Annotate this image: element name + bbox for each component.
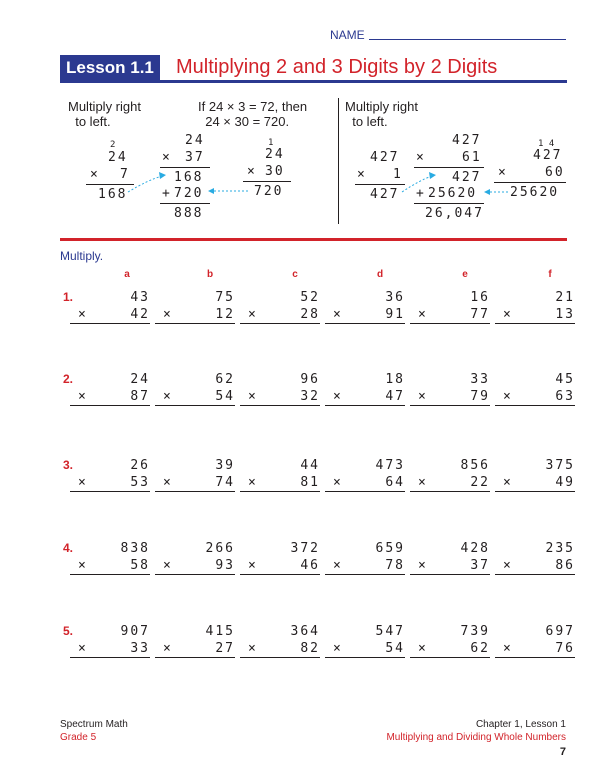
multiplicand: 547 bbox=[375, 624, 405, 639]
multiplication-problem bbox=[410, 457, 490, 522]
answer-space[interactable] bbox=[240, 406, 320, 436]
multiplicand: 96 bbox=[300, 372, 320, 387]
example-result: 25620 bbox=[510, 185, 560, 200]
times-sign: × bbox=[78, 641, 88, 656]
multiplicand: 33 bbox=[470, 372, 490, 387]
times-sign: × bbox=[162, 150, 172, 165]
multiplicand: 838 bbox=[120, 541, 150, 556]
multiplier: 77 bbox=[470, 307, 490, 322]
multiplication-problem bbox=[410, 371, 490, 436]
answer-space[interactable] bbox=[155, 658, 235, 688]
multiplication-problem bbox=[410, 623, 490, 688]
answer-space[interactable] bbox=[325, 658, 405, 688]
times-sign: × bbox=[333, 307, 343, 322]
answer-space[interactable] bbox=[155, 575, 235, 605]
multiplicand: 45 bbox=[555, 372, 575, 387]
multiplicand: 473 bbox=[375, 458, 405, 473]
row-number: 2. bbox=[63, 372, 74, 386]
times-sign: × bbox=[503, 307, 513, 322]
multiplication-problem bbox=[325, 623, 405, 688]
times-sign: × bbox=[418, 475, 428, 490]
multiplication-problem bbox=[495, 289, 575, 354]
answer-space[interactable] bbox=[70, 324, 150, 354]
multiplier: 76 bbox=[555, 641, 575, 656]
multiplier: 62 bbox=[470, 641, 490, 656]
multiplication-problem bbox=[155, 623, 235, 688]
multiplier: 74 bbox=[215, 475, 235, 490]
multiplicand: 697 bbox=[545, 624, 575, 639]
multiplication-problem bbox=[495, 540, 575, 605]
times-sign: × bbox=[78, 307, 88, 322]
multiplier: 86 bbox=[555, 558, 575, 573]
multiplier-row bbox=[495, 306, 575, 324]
multiplier: 49 bbox=[555, 475, 575, 490]
full-bottom: 37 bbox=[185, 150, 205, 165]
answer-space[interactable] bbox=[495, 492, 575, 522]
multiplier-row bbox=[410, 557, 490, 575]
times-sign: × bbox=[78, 558, 88, 573]
multiplicand: 415 bbox=[205, 624, 235, 639]
answer-space[interactable] bbox=[495, 324, 575, 354]
row-number: 1. bbox=[63, 290, 74, 304]
column-label-c: c bbox=[292, 269, 298, 280]
multiplication-problem bbox=[495, 623, 575, 688]
multiplier: 46 bbox=[300, 558, 320, 573]
multiplier: 58 bbox=[130, 558, 150, 573]
times-sign: × bbox=[78, 475, 88, 490]
multiplicand: 26 bbox=[130, 458, 150, 473]
example-result: 168 bbox=[98, 187, 128, 202]
times-sign: × bbox=[248, 475, 258, 490]
column-label-d: d bbox=[376, 269, 384, 280]
multiplier: 93 bbox=[215, 558, 235, 573]
multiplier-row bbox=[495, 557, 575, 575]
times-sign: × bbox=[163, 641, 173, 656]
example-top: 427 bbox=[533, 148, 563, 163]
times-sign: × bbox=[418, 641, 428, 656]
example-top: 24 bbox=[265, 147, 285, 162]
multiplication-problem bbox=[325, 371, 405, 436]
times-sign: × bbox=[163, 475, 173, 490]
multiplier-row bbox=[325, 388, 405, 406]
name-label: NAME bbox=[330, 28, 365, 42]
multiplier: 64 bbox=[385, 475, 405, 490]
multiplier: 63 bbox=[555, 389, 575, 404]
multiplication-problem bbox=[240, 371, 320, 436]
multiplicand: 375 bbox=[545, 458, 575, 473]
multiplier: 87 bbox=[130, 389, 150, 404]
multiplier: 82 bbox=[300, 641, 320, 656]
multiplier: 37 bbox=[470, 558, 490, 573]
answer-space[interactable] bbox=[240, 658, 320, 688]
answer-space[interactable] bbox=[495, 658, 575, 688]
multiplier-row bbox=[325, 640, 405, 658]
multiplicand: 428 bbox=[460, 541, 490, 556]
multiplier-row bbox=[240, 557, 320, 575]
plus-sign: + bbox=[162, 186, 172, 201]
multiplier: 47 bbox=[385, 389, 405, 404]
carry-digit: 2 bbox=[110, 140, 116, 150]
multiplication-problem bbox=[155, 540, 235, 605]
times-sign: × bbox=[248, 389, 258, 404]
example-top: 24 bbox=[108, 150, 128, 165]
answer-space[interactable] bbox=[155, 492, 235, 522]
multiplier-row bbox=[70, 557, 150, 575]
multiplication-problem bbox=[495, 371, 575, 436]
times-sign: × bbox=[333, 475, 343, 490]
multiplier-row bbox=[240, 474, 320, 492]
plus-sign: + bbox=[416, 186, 426, 201]
multiplicand: 266 bbox=[205, 541, 235, 556]
answer-space[interactable] bbox=[410, 658, 490, 688]
answer-space[interactable] bbox=[325, 324, 405, 354]
multiplicand: 16 bbox=[470, 290, 490, 305]
answer-space[interactable] bbox=[70, 492, 150, 522]
full-top: 24 bbox=[185, 133, 205, 148]
multiplicand: 21 bbox=[555, 290, 575, 305]
multiplication-problem bbox=[325, 289, 405, 354]
multiplication-problem bbox=[70, 540, 150, 605]
carry-digit: 1 4 bbox=[538, 139, 555, 149]
multiplier-row bbox=[325, 306, 405, 324]
multiplicand: 36 bbox=[385, 290, 405, 305]
example-result: 720 bbox=[254, 184, 284, 199]
times-sign: × bbox=[248, 307, 258, 322]
answer-space[interactable] bbox=[410, 575, 490, 605]
answer-space[interactable] bbox=[495, 406, 575, 436]
row-number: 4. bbox=[63, 541, 74, 555]
example-bottom: 1 bbox=[393, 167, 403, 182]
times-sign: × bbox=[503, 389, 513, 404]
multiplier-row bbox=[70, 474, 150, 492]
multiplier-row bbox=[325, 557, 405, 575]
example-bottom: 60 bbox=[545, 165, 565, 180]
multiplicand: 907 bbox=[120, 624, 150, 639]
multiplier-row bbox=[495, 640, 575, 658]
multiplier: 54 bbox=[215, 389, 235, 404]
answer-space[interactable] bbox=[70, 658, 150, 688]
multiplicand: 43 bbox=[130, 290, 150, 305]
times-sign: × bbox=[163, 307, 173, 322]
multiplicand: 364 bbox=[290, 624, 320, 639]
answer-space[interactable] bbox=[495, 575, 575, 605]
page-number: 7 bbox=[559, 746, 566, 758]
multiplier: 13 bbox=[555, 307, 575, 322]
times-sign: × bbox=[418, 389, 428, 404]
multiplier-row bbox=[410, 640, 490, 658]
arrowhead-icon bbox=[429, 172, 436, 179]
answer-space[interactable] bbox=[240, 324, 320, 354]
times-sign: × bbox=[78, 389, 88, 404]
multiplication-problem bbox=[155, 289, 235, 354]
answer-space[interactable] bbox=[410, 324, 490, 354]
times-sign: × bbox=[163, 558, 173, 573]
partial-product-2: 720 bbox=[174, 186, 204, 201]
multiplier-row bbox=[155, 557, 235, 575]
times-sign: × bbox=[418, 307, 428, 322]
multiplication-problem bbox=[410, 540, 490, 605]
answer-space[interactable] bbox=[70, 406, 150, 436]
multiplication-problem bbox=[240, 457, 320, 522]
footer-chapter: Chapter 1, Lesson 1 bbox=[475, 719, 566, 730]
column-label-b: b bbox=[206, 269, 214, 280]
multiplication-problem bbox=[155, 457, 235, 522]
column-label-a: a bbox=[124, 269, 130, 280]
arrowhead-icon bbox=[159, 172, 166, 179]
multiplier-row bbox=[240, 388, 320, 406]
multiplication-problem bbox=[410, 289, 490, 354]
times-sign: × bbox=[418, 558, 428, 573]
footer-series: Spectrum Math bbox=[60, 719, 128, 730]
arrowhead-icon bbox=[484, 189, 490, 195]
multiplier: 53 bbox=[130, 475, 150, 490]
footer-topic: Multiplying and Dividing Whole Numbers bbox=[386, 732, 566, 743]
multiplication-problem bbox=[240, 289, 320, 354]
times-sign: × bbox=[333, 641, 343, 656]
arrow-icon bbox=[128, 176, 162, 192]
multiplication-problem bbox=[70, 289, 150, 354]
multiplier-row bbox=[410, 306, 490, 324]
multiplier-row bbox=[240, 306, 320, 324]
multiplier-row bbox=[155, 388, 235, 406]
multiplier: 91 bbox=[385, 307, 405, 322]
column-label-f: f bbox=[548, 269, 552, 280]
multiplier-row bbox=[495, 388, 575, 406]
section-rule bbox=[60, 238, 567, 241]
multiplication-problem bbox=[325, 457, 405, 522]
multiplier: 79 bbox=[470, 389, 490, 404]
times-sign: × bbox=[333, 389, 343, 404]
multiplier: 32 bbox=[300, 389, 320, 404]
multiplication-problem bbox=[70, 457, 150, 522]
multiplicand: 856 bbox=[460, 458, 490, 473]
multiplicand: 24 bbox=[130, 372, 150, 387]
multiplier: 54 bbox=[385, 641, 405, 656]
multiplicand: 39 bbox=[215, 458, 235, 473]
multiplier-row bbox=[325, 474, 405, 492]
times-sign: × bbox=[416, 150, 426, 165]
answer-space[interactable] bbox=[325, 575, 405, 605]
answer-space[interactable] bbox=[240, 575, 320, 605]
multiplier-row bbox=[410, 474, 490, 492]
multiplicand: 18 bbox=[385, 372, 405, 387]
full-top: 427 bbox=[452, 133, 482, 148]
left-instruction: Multiply right to left. bbox=[68, 99, 141, 129]
multiplicand: 44 bbox=[300, 458, 320, 473]
middle-instruction: If 24 × 3 = 72, then 24 × 30 = 720. bbox=[198, 99, 308, 129]
full-total: 888 bbox=[174, 206, 204, 221]
answer-space[interactable] bbox=[325, 492, 405, 522]
times-sign: × bbox=[248, 641, 258, 656]
multiplier: 42 bbox=[130, 307, 150, 322]
multiplier-row bbox=[495, 474, 575, 492]
answer-space[interactable] bbox=[325, 406, 405, 436]
multiplicand: 659 bbox=[375, 541, 405, 556]
multiplication-problem bbox=[325, 540, 405, 605]
section-label: Multiply. bbox=[60, 249, 104, 263]
answer-space[interactable] bbox=[410, 492, 490, 522]
multiplicand: 372 bbox=[290, 541, 320, 556]
multiplier: 78 bbox=[385, 558, 405, 573]
multiplicand: 75 bbox=[215, 290, 235, 305]
answer-space[interactable] bbox=[155, 324, 235, 354]
row-number: 3. bbox=[63, 458, 74, 472]
partial-product-2: 25620 bbox=[428, 186, 478, 201]
answer-space[interactable] bbox=[70, 575, 150, 605]
times-sign: × bbox=[247, 164, 257, 179]
lesson-title: Multiplying 2 and 3 Digits by 2 Digits bbox=[176, 56, 498, 78]
answer-space[interactable] bbox=[410, 406, 490, 436]
multiplier-row bbox=[155, 306, 235, 324]
times-sign: × bbox=[503, 475, 513, 490]
multiplication-problem bbox=[70, 371, 150, 436]
multiplicand: 52 bbox=[300, 290, 320, 305]
footer-grade: Grade 5 bbox=[60, 732, 97, 743]
multiplication-problem bbox=[240, 623, 320, 688]
multiplier-row bbox=[70, 306, 150, 324]
lesson-badge: Lesson 1.1 bbox=[60, 55, 160, 80]
multiplication-problem bbox=[240, 540, 320, 605]
answer-space[interactable] bbox=[240, 492, 320, 522]
times-sign: × bbox=[333, 558, 343, 573]
multiplier: 22 bbox=[470, 475, 490, 490]
multiplier: 27 bbox=[215, 641, 235, 656]
row-number: 5. bbox=[63, 624, 74, 638]
example-result: 427 bbox=[370, 187, 400, 202]
answer-space[interactable] bbox=[155, 406, 235, 436]
times-sign: × bbox=[503, 641, 513, 656]
multiplicand: 235 bbox=[545, 541, 575, 556]
carry-digit: 1 bbox=[268, 138, 274, 148]
multiplication-problem bbox=[495, 457, 575, 522]
multiplier-row bbox=[155, 474, 235, 492]
full-total: 26,047 bbox=[425, 206, 484, 221]
example-bottom: 7 bbox=[120, 167, 130, 182]
multiplier-row bbox=[155, 640, 235, 658]
multiplication-problem bbox=[155, 371, 235, 436]
example-bottom: 30 bbox=[265, 164, 285, 179]
partial-product-1: 168 bbox=[174, 170, 204, 185]
multiplier: 28 bbox=[300, 307, 320, 322]
full-bottom: 61 bbox=[462, 150, 482, 165]
multiplier-row bbox=[70, 388, 150, 406]
multiplier-row bbox=[240, 640, 320, 658]
multiplier: 12 bbox=[215, 307, 235, 322]
multiplier-row bbox=[70, 640, 150, 658]
times-sign: × bbox=[357, 167, 367, 182]
multiplier-row bbox=[410, 388, 490, 406]
multiplier: 81 bbox=[300, 475, 320, 490]
times-sign: × bbox=[248, 558, 258, 573]
multiplicand: 739 bbox=[460, 624, 490, 639]
arrow-icon bbox=[402, 176, 432, 192]
multiplier: 33 bbox=[130, 641, 150, 656]
times-sign: × bbox=[163, 389, 173, 404]
column-label-e: e bbox=[462, 269, 468, 280]
right-instruction: Multiply right to left. bbox=[345, 99, 418, 129]
arrowhead-icon bbox=[208, 188, 214, 194]
multiplication-problem bbox=[70, 623, 150, 688]
times-sign: × bbox=[503, 558, 513, 573]
partial-product-1: 427 bbox=[452, 170, 482, 185]
times-sign: × bbox=[90, 167, 100, 182]
multiplicand: 62 bbox=[215, 372, 235, 387]
times-sign: × bbox=[498, 165, 508, 180]
example-top: 427 bbox=[370, 150, 400, 165]
